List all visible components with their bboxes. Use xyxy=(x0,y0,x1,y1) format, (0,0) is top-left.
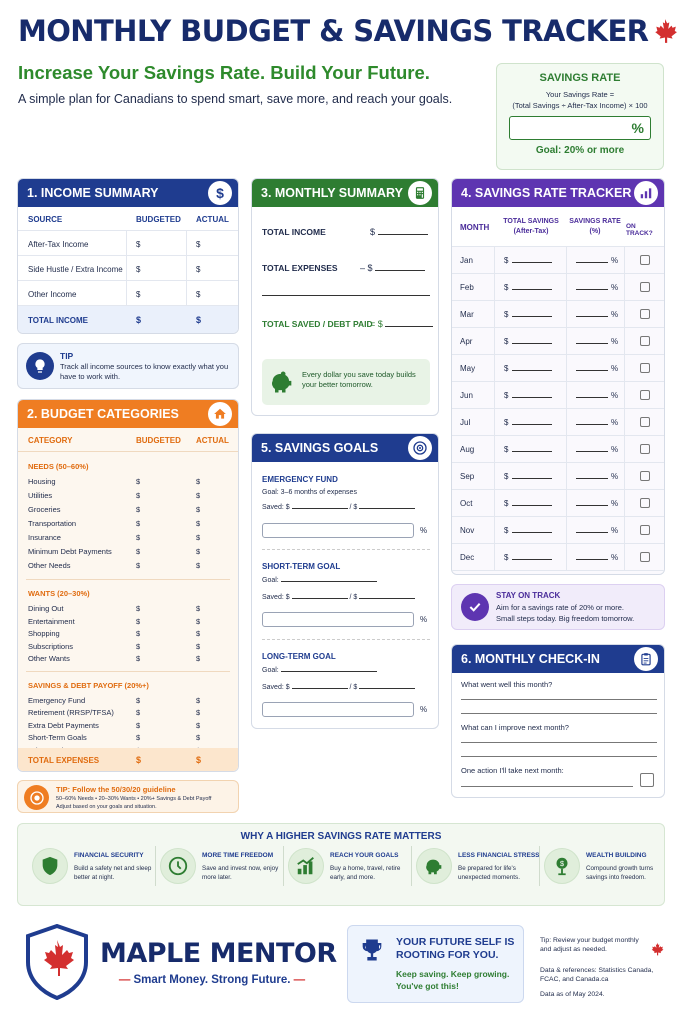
budget-header: 2. BUDGET CATEGORIES xyxy=(18,400,238,428)
budget-actual-field[interactable]: $ xyxy=(196,547,201,556)
total-income-label: TOTAL INCOME xyxy=(28,316,88,325)
savings-rate-field[interactable]: % xyxy=(576,256,618,265)
tip-title: TIP xyxy=(60,351,74,361)
column-divider xyxy=(494,328,495,355)
month-label: Sep xyxy=(460,472,475,481)
income-tip xyxy=(17,343,239,389)
month-label: Oct xyxy=(460,499,473,508)
why-title: WHY A HIGHER SAVINGS RATE MATTERS xyxy=(240,831,442,842)
on-track-checkbox[interactable] xyxy=(640,417,650,427)
monthly-checkin-card xyxy=(451,644,665,798)
total-income-label: TOTAL INCOME xyxy=(262,227,326,237)
total-expenses-row xyxy=(18,748,238,772)
budget-actual-field[interactable]: $ xyxy=(196,654,201,663)
column-divider xyxy=(624,409,625,436)
income-row xyxy=(18,231,238,256)
column-divider xyxy=(186,231,187,256)
column-divider xyxy=(566,463,567,490)
short-pct: % xyxy=(420,615,428,624)
page-title: MONTHLY BUDGET & SAVINGS TRACKER xyxy=(18,14,678,48)
column-divider xyxy=(624,274,625,301)
savings-rate-field[interactable]: % xyxy=(576,472,618,481)
why-item-text: Be prepared for life's unexpected moments. xyxy=(458,865,520,881)
lightbulb-icon xyxy=(26,352,54,380)
column-divider xyxy=(494,382,495,409)
on-track-checkbox[interactable] xyxy=(640,255,650,265)
brand-name: MAPLE MENTOR xyxy=(100,938,337,969)
tracker-row xyxy=(452,463,664,490)
col-savings-rate: SAVINGS RATE (%) xyxy=(569,218,621,235)
checkin-line-2b[interactable] xyxy=(461,756,657,757)
savings-rate-field[interactable]: % xyxy=(576,337,618,346)
column-divider xyxy=(566,490,567,517)
future-self-card xyxy=(347,925,524,1003)
why-item-text: Build a safety net and sleep better at night. xyxy=(74,865,152,881)
total-savings-field[interactable]: $ xyxy=(504,256,552,265)
budget-budgeted-field[interactable]: $ xyxy=(136,547,141,556)
checkmark-icon xyxy=(461,593,489,621)
budget-actual-field[interactable]: $ xyxy=(196,708,201,717)
column-divider xyxy=(494,247,495,274)
budget-item-label: Extra Debt Payments xyxy=(28,720,99,730)
shield-icon xyxy=(32,848,68,884)
income-source-label: Side Hustle / Extra Income xyxy=(28,265,123,274)
maple-leaf-icon xyxy=(650,942,664,956)
budget-budgeted-field[interactable]: $ xyxy=(136,629,141,638)
savings-goals-header: 5. SAVINGS GOALS xyxy=(252,434,438,462)
on-track-checkbox[interactable] xyxy=(640,390,650,400)
col-month: MONTH xyxy=(460,223,490,232)
total-income-field[interactable]: $ xyxy=(370,227,428,237)
column-divider xyxy=(566,274,567,301)
col-actual: ACTUAL xyxy=(196,436,229,445)
savings-rate-title: SAVINGS RATE xyxy=(539,72,621,84)
column-divider xyxy=(566,247,567,274)
total-expenses-label: TOTAL EXPENSES xyxy=(28,756,100,765)
checkin-q3: One action I'll take next month: xyxy=(461,766,564,775)
budget-budgeted-field[interactable]: $ xyxy=(136,505,141,514)
col-budgeted: BUDGETED xyxy=(136,436,181,445)
calculator-icon xyxy=(408,181,432,205)
column-divider xyxy=(494,355,495,382)
month-label: Dec xyxy=(460,553,475,562)
total-saved-field[interactable]: = $ xyxy=(370,319,433,329)
svg-text:$: $ xyxy=(559,859,565,868)
column-divider xyxy=(566,436,567,463)
savings-rate-field[interactable]: % xyxy=(576,445,618,454)
column-divider xyxy=(624,355,625,382)
short-goal-field[interactable]: Goal: xyxy=(262,577,377,584)
emergency-pct: % xyxy=(420,526,428,535)
checkin-checkbox[interactable] xyxy=(640,773,654,787)
column-divider xyxy=(566,328,567,355)
budget-actual-field[interactable]: $ xyxy=(196,477,201,486)
budget-budgeted-field[interactable]: $ xyxy=(136,733,141,742)
on-track-checkbox[interactable] xyxy=(640,309,650,319)
stay-line1: Aim for a savings rate of 20% or more. xyxy=(496,603,624,612)
tracker-row xyxy=(452,436,664,463)
budget-budgeted-field[interactable]: $ xyxy=(136,708,141,717)
savings-goal: Goal: 20% or more xyxy=(535,145,625,156)
col-on-track: ON TRACK? xyxy=(626,223,653,237)
column-divider xyxy=(494,436,495,463)
header-divider xyxy=(18,451,238,452)
monthly-summary-header: 3. MONTHLY SUMMARY xyxy=(252,179,438,207)
income-row xyxy=(18,256,238,281)
total-savings-field[interactable]: $ xyxy=(504,526,552,535)
total-saved-label: TOTAL SAVED / DEBT PAID xyxy=(262,319,373,329)
total-income-budgeted[interactable]: $ xyxy=(136,315,142,325)
group-divider xyxy=(26,671,230,672)
budget-item-label: Dining Out xyxy=(28,604,64,613)
on-track-checkbox[interactable] xyxy=(640,282,650,292)
why-item-title: WEALTH BUILDING xyxy=(586,852,647,859)
future-title: YOUR FUTURE SELF IS ROOTING FOR YOU. xyxy=(396,936,515,961)
savings-rate-box xyxy=(496,63,664,170)
total-savings-field[interactable]: $ xyxy=(504,553,552,562)
tip2-title: TIP: Follow the 50/30/20 guideline xyxy=(56,785,176,794)
total-expenses-label: TOTAL EXPENSES xyxy=(262,263,338,273)
checkin-header: 6. MONTHLY CHECK-IN xyxy=(452,645,664,673)
savings-goals-card xyxy=(251,433,439,729)
bar-chart-icon xyxy=(634,181,658,205)
month-label: Apr xyxy=(460,337,473,346)
savings-rate-field[interactable]: % xyxy=(576,364,618,373)
column-divider xyxy=(624,301,625,328)
tracker-row xyxy=(452,382,664,409)
checkin-line-1b[interactable] xyxy=(461,713,657,714)
tagline: Increase Your Savings Rate. Build Your Future. xyxy=(18,62,430,83)
budget-actual-field[interactable]: $ xyxy=(196,604,201,613)
month-label: Jul xyxy=(460,418,471,427)
col-total-savings: TOTAL SAVINGS (After-Tax) xyxy=(503,218,559,235)
checkin-q2: What can I improve next month? xyxy=(461,723,569,732)
savings-rate-field[interactable]: % xyxy=(576,283,618,292)
savings-rate-field[interactable]: % xyxy=(576,391,618,400)
budget-actual-field[interactable]: $ xyxy=(196,505,201,514)
total-savings-field[interactable]: $ xyxy=(504,283,552,292)
tracker-row xyxy=(452,247,664,274)
income-row xyxy=(18,281,238,306)
budget-budgeted-field[interactable]: $ xyxy=(136,519,141,528)
target-icon xyxy=(408,436,432,460)
dollar-icon: $ xyxy=(208,181,232,205)
column-divider xyxy=(566,544,567,571)
budget-actual-field[interactable]: $ xyxy=(196,519,201,528)
long-goal-field[interactable]: Goal: xyxy=(262,667,377,674)
income-actual-field[interactable]: $ xyxy=(196,290,201,299)
column-divider xyxy=(126,281,127,306)
month-label: Jan xyxy=(460,256,473,265)
budget-item-label: Retirement (RRSP/TFSA) xyxy=(28,708,114,717)
footer-refs: Data & references: Statistics Canada, FCAC, and Canada.ca xyxy=(540,967,654,983)
trophy-icon xyxy=(358,936,386,964)
column-divider xyxy=(494,463,495,490)
savings-note xyxy=(262,359,430,405)
col-source: SOURCE xyxy=(28,215,63,224)
tracker-row xyxy=(452,544,664,571)
savings-rate-field[interactable]: % xyxy=(576,418,618,427)
income-source-label: After-Tax Income xyxy=(28,240,89,249)
stay-line2: Small steps today. Big freedom tomorrow. xyxy=(496,614,635,623)
column-divider xyxy=(624,490,625,517)
budget-actual-field[interactable]: $ xyxy=(196,616,201,626)
divider xyxy=(283,846,284,886)
column-divider xyxy=(566,517,567,544)
divider xyxy=(155,846,156,886)
on-track-checkbox[interactable] xyxy=(640,552,650,562)
col-budgeted: BUDGETED xyxy=(136,215,181,224)
checkin-line-1a[interactable] xyxy=(461,699,657,700)
savings-rate-field[interactable]: % xyxy=(576,310,618,319)
long-term-title: LONG-TERM GOAL xyxy=(262,652,336,661)
total-savings-field[interactable]: $ xyxy=(504,337,552,346)
budget-item-label: Other Needs xyxy=(28,561,71,570)
on-track-checkbox[interactable] xyxy=(640,471,650,481)
on-track-checkbox[interactable] xyxy=(640,363,650,373)
budget-budgeted-field[interactable]: $ xyxy=(136,695,141,705)
column-divider xyxy=(624,517,625,544)
budget-group-title: WANTS (20–30%) xyxy=(28,589,90,598)
income-actual-field[interactable]: $ xyxy=(196,265,201,274)
budget-item-label: Other Wants xyxy=(28,654,70,663)
budget-item-label: Subscriptions xyxy=(28,641,74,651)
short-saved-field[interactable]: Saved: $ / $ xyxy=(262,594,415,601)
budget-actual-field[interactable]: $ xyxy=(196,720,201,730)
column-divider xyxy=(494,490,495,517)
col-actual: ACTUAL xyxy=(196,215,229,224)
maple-leaf-icon xyxy=(652,18,678,44)
income-budgeted-field[interactable]: $ xyxy=(136,240,141,249)
subtitle: A simple plan for Canadians to spend smart, save more, and reach your goals. xyxy=(18,92,453,106)
budget-item-label: Entertainment xyxy=(28,616,75,626)
budget-budgeted-field[interactable]: $ xyxy=(136,654,141,663)
budget-group-title: SAVINGS & DEBT PAYOFF (20%+) xyxy=(28,680,149,690)
on-track-checkbox[interactable] xyxy=(640,444,650,454)
why-item-text: Compound growth turns savings into freedom. xyxy=(586,865,654,881)
total-savings-field[interactable]: $ xyxy=(504,310,552,319)
short-term-title: SHORT-TERM GOAL xyxy=(262,562,341,571)
budget-budgeted-field[interactable]: $ xyxy=(136,561,141,570)
savings-rate-field[interactable]: % xyxy=(576,499,618,508)
emergency-progress-input[interactable] xyxy=(262,523,414,538)
col-category: CATEGORY xyxy=(28,436,73,445)
stay-on-track xyxy=(451,584,665,630)
why-item-title: FINANCIAL SECURITY xyxy=(74,852,144,859)
column-divider xyxy=(186,256,187,281)
monthly-summary-card xyxy=(251,178,439,416)
piggy-bank-icon xyxy=(268,368,296,396)
budget-budgeted-field[interactable]: $ xyxy=(136,720,141,730)
divider xyxy=(262,639,430,640)
budget-budgeted-field[interactable]: $ xyxy=(136,641,141,651)
budget-group-title: NEEDS (50–60%) xyxy=(28,462,89,471)
brand-tagline: — Smart Money. Strong Future. — xyxy=(118,974,306,986)
income-total-row xyxy=(18,306,238,334)
on-track-checkbox[interactable] xyxy=(640,336,650,346)
tracker-row xyxy=(452,517,664,544)
budget-budgeted-field[interactable]: $ xyxy=(136,533,141,542)
column-divider xyxy=(494,517,495,544)
home-icon xyxy=(208,402,232,426)
column-divider xyxy=(624,328,625,355)
income-budgeted-field[interactable]: $ xyxy=(136,290,141,299)
income-summary-card xyxy=(17,178,239,334)
clock-icon xyxy=(160,848,196,884)
total-income-actual[interactable]: $ xyxy=(196,315,202,325)
on-track-checkbox[interactable] xyxy=(640,525,650,535)
income-budgeted-field[interactable]: $ xyxy=(136,265,141,274)
why-item-text: Buy a home, travel, retire early, and more. xyxy=(330,865,401,881)
total-expenses-field[interactable]: – $ xyxy=(360,263,425,273)
piggy-bank-icon xyxy=(416,848,452,884)
tip2-line1: 50–60% Needs • 20–30% Wants • 20%+ Savings & Debt Payoff xyxy=(56,796,212,802)
total-expenses-budgeted[interactable]: $ xyxy=(136,755,142,765)
tracker-row xyxy=(452,490,664,517)
month-label: May xyxy=(460,364,476,373)
column-divider xyxy=(624,382,625,409)
checkin-line-3[interactable] xyxy=(461,786,633,787)
total-expenses-actual[interactable]: $ xyxy=(196,755,202,765)
divider xyxy=(539,846,540,886)
budget-budgeted-field[interactable]: $ xyxy=(136,604,141,613)
total-savings-field[interactable]: $ xyxy=(504,472,552,481)
budget-item-label: Utilities xyxy=(28,491,53,500)
budget-budgeted-field[interactable]: $ xyxy=(136,616,141,626)
long-pct: % xyxy=(420,705,428,714)
budget-item-label: Transportation xyxy=(28,519,77,528)
tracker-row xyxy=(452,328,664,355)
column-divider xyxy=(126,231,127,256)
column-divider xyxy=(624,247,625,274)
tracker-row xyxy=(452,301,664,328)
long-saved-field[interactable]: Saved: $ / $ xyxy=(262,684,415,691)
budget-actual-field[interactable]: $ xyxy=(196,533,201,542)
why-item-title: REACH YOUR GOALS xyxy=(330,852,399,859)
budget-item-label: Insurance xyxy=(28,533,61,542)
budget-categories-card xyxy=(17,399,239,772)
savings-rate-field[interactable]: % xyxy=(576,526,618,535)
month-label: Aug xyxy=(460,445,475,454)
footer-tip: Tip: Review your budget monthly and adjust as needed. xyxy=(540,937,639,953)
summary-divider xyxy=(262,295,430,296)
budget-actual-field[interactable]: $ xyxy=(196,491,201,500)
clipboard-icon xyxy=(634,647,658,671)
target-icon xyxy=(24,785,49,810)
total-savings-field[interactable]: $ xyxy=(504,445,552,454)
divider xyxy=(262,549,430,550)
column-divider xyxy=(494,274,495,301)
budget-actual-field[interactable]: $ xyxy=(196,561,201,570)
total-savings-field[interactable]: $ xyxy=(504,364,552,373)
savings-rate-tracker-card xyxy=(451,178,665,575)
budget-actual-field[interactable]: $ xyxy=(196,733,201,742)
emergency-saved-field[interactable]: Saved: $ / $ xyxy=(262,504,415,511)
emergency-fund-desc: Goal: 3–6 months of expenses xyxy=(262,489,357,496)
tip2-line2: Adjust based on your goals and situation. xyxy=(56,804,157,810)
budget-actual-field[interactable]: $ xyxy=(196,629,201,638)
savings-note-text: Every dollar you save today builds your better tomorrow. xyxy=(302,370,416,389)
total-savings-field[interactable]: $ xyxy=(504,499,552,508)
column-divider xyxy=(126,256,127,281)
why-item-title: MORE TIME FREEDOM xyxy=(202,852,274,859)
column-divider xyxy=(566,301,567,328)
income-actual-field[interactable]: $ xyxy=(196,240,201,249)
tracker-row xyxy=(452,355,664,382)
tracker-row xyxy=(452,409,664,436)
month-label: Jun xyxy=(460,391,473,400)
total-savings-field[interactable]: $ xyxy=(504,418,552,427)
budget-budgeted-field[interactable]: $ xyxy=(136,491,141,500)
maple-mentor-logo xyxy=(24,924,90,1000)
budget-item-label: Groceries xyxy=(28,505,61,514)
budget-tip xyxy=(17,780,239,813)
month-label: Nov xyxy=(460,526,475,535)
budget-item-label: Minimum Debt Payments xyxy=(28,547,112,556)
income-source-label: Other Income xyxy=(28,290,77,299)
budget-actual-field[interactable]: $ xyxy=(196,641,201,651)
budget-item-label: Shopping xyxy=(28,629,60,638)
short-progress-input[interactable] xyxy=(262,612,414,627)
column-divider xyxy=(494,409,495,436)
footer-asof: Data as of May 2024. xyxy=(540,991,605,998)
future-text: Keep saving. Keep growing. You've got this! xyxy=(396,969,510,991)
checkin-q1: What went well this month? xyxy=(461,680,553,689)
budget-item-label: Short-Term Goals xyxy=(28,733,87,742)
group-divider xyxy=(26,579,230,580)
month-label: Feb xyxy=(460,283,474,292)
income-summary-header: 1. INCOME SUMMARY $ xyxy=(18,179,238,207)
column-divider xyxy=(624,544,625,571)
formula-line-1: Your Savings Rate = xyxy=(545,90,615,99)
column-divider xyxy=(494,544,495,571)
tip-text: Track all income sources to know exactly what you have to work with. xyxy=(60,362,229,381)
column-divider xyxy=(566,409,567,436)
why-item-text: Save and invest now, enjoy more later. xyxy=(202,865,279,881)
divider xyxy=(411,846,412,886)
emergency-fund-title: EMERGENCY FUND xyxy=(262,475,338,484)
stay-title: STAY ON TRACK xyxy=(496,591,561,600)
column-divider xyxy=(566,355,567,382)
total-savings-field[interactable]: $ xyxy=(504,391,552,400)
column-divider xyxy=(186,281,187,306)
long-progress-input[interactable] xyxy=(262,702,414,717)
savings-rate-field[interactable]: % xyxy=(576,553,618,562)
budget-actual-field[interactable]: $ xyxy=(196,695,201,705)
why-item-title: LESS FINANCIAL STRESS xyxy=(458,852,540,859)
month-label: Mar xyxy=(460,310,474,319)
on-track-checkbox[interactable] xyxy=(640,498,650,508)
column-divider xyxy=(566,382,567,409)
tracker-row xyxy=(452,274,664,301)
budget-item-label: Emergency Fund xyxy=(28,695,86,705)
column-divider xyxy=(624,463,625,490)
savings-rate-input[interactable]: % xyxy=(509,116,651,140)
growth-chart-icon xyxy=(288,848,324,884)
tracker-header: 4. SAVINGS RATE TRACKER xyxy=(452,179,664,207)
column-divider xyxy=(624,436,625,463)
formula-line-2: (Total Savings ÷ After-Tax Income) × 100 xyxy=(512,101,648,110)
budget-budgeted-field[interactable]: $ xyxy=(136,477,141,486)
budget-item-label: Housing xyxy=(28,477,56,486)
money-plant-icon xyxy=(544,848,580,884)
why-section xyxy=(17,823,665,906)
checkin-line-2a[interactable] xyxy=(461,742,657,743)
column-divider xyxy=(494,301,495,328)
